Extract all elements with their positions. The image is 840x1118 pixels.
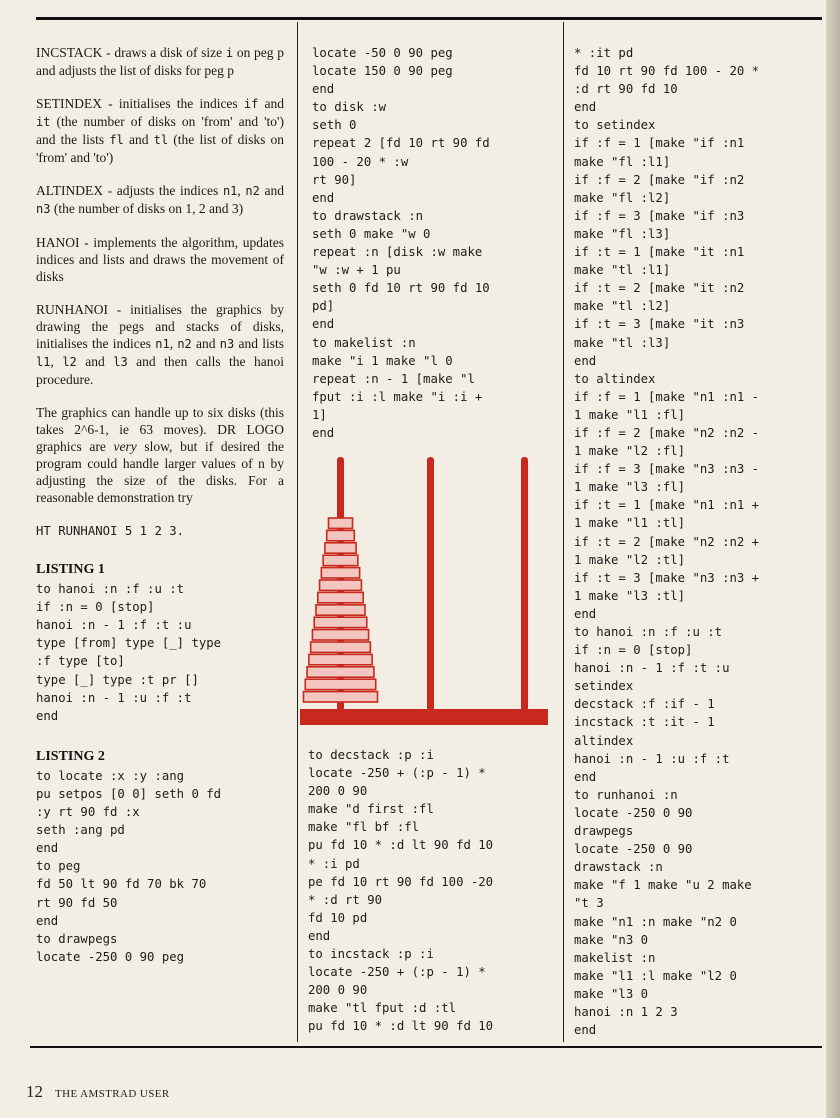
peg-2 bbox=[427, 457, 434, 711]
run-command: HT RUNHANOI 5 1 2 3. bbox=[36, 524, 185, 538]
disk bbox=[314, 617, 367, 627]
top-rule bbox=[36, 17, 822, 20]
right-column bbox=[574, 44, 824, 1039]
disk bbox=[327, 530, 355, 540]
page-edge-shadow bbox=[826, 0, 840, 1118]
listing-2-code: to locate :x :y :ang pu setpos [0 0] seth 0 fd :y rt 90 fd :x seth :ang pd end to peg fd 50 lt 90 fd 70 bk 70 rt 90 fd 50 end to drawpegs locate -250 0 90 peg bbox=[36, 768, 222, 964]
publication-name: THE AMSTRAD USER bbox=[55, 1088, 170, 1100]
hanoi-pegs-and-disks bbox=[300, 457, 548, 727]
disk bbox=[320, 580, 362, 590]
disk bbox=[318, 592, 363, 602]
column-divider-right bbox=[563, 22, 564, 1042]
hanoi-graphic bbox=[300, 457, 548, 727]
disk bbox=[329, 518, 353, 528]
description-paragraph: The graphics can handle up to six disks (this takes 2^6-1, ie 63 moves). DR LOGO graphics are very slow, but if desired the program could handle larger values of n by adjusting the size of the disks. For a reasonable demonstration try bbox=[36, 405, 285, 505]
disk bbox=[304, 692, 378, 702]
middle-column bbox=[312, 44, 552, 442]
description-paragraph: HANOI - implements the algorithm, updates indices and lists and draws the movement of disks bbox=[36, 235, 284, 284]
disk bbox=[311, 642, 371, 652]
middle-code-top: locate -50 0 90 peg locate 150 0 90 peg end to disk :w seth 0 repeat 2 [fd 10 rt 90 fd 100 - 20 * :w rt 90] end to drawstack :n seth 0 make "w 0 repeat :n [disk :w make "w :w + 1 pu seth 0 fd 10 rt 90 fd 10 pd] end to makelist :n make "i 1 make "l 0 repeat :n - 1 [make "l fput :i :l make "i :i + 1] end bbox=[312, 46, 490, 440]
page-footer bbox=[26, 1082, 170, 1102]
disk bbox=[312, 630, 368, 640]
disk bbox=[323, 555, 358, 565]
disk bbox=[321, 568, 359, 578]
middle-column-bottom bbox=[308, 746, 552, 1036]
left-column bbox=[36, 44, 284, 966]
column-divider-left bbox=[297, 22, 298, 1042]
procedure-descriptions bbox=[36, 44, 284, 506]
middle-code-bottom: to decstack :p :i locate -250 + (:p - 1) * 200 0 90 make "d first :fl make "fl bf :fl pu fd 10 * :d lt 90 fd 10 * :i pd pe fd 10 rt 90 fd 100 -20 * :d rt 90 fd 10 pd end to incstack :p :i locate -250 + (:p - 1) * 200 0 90 make "tl fput :d :tl pu fd 10 * :d lt 90 fd 10 bbox=[308, 748, 494, 1034]
listing-1-title: LISTING 1 bbox=[36, 562, 105, 578]
peg-base bbox=[300, 709, 548, 725]
disk bbox=[307, 667, 374, 677]
disk bbox=[309, 654, 372, 664]
description-paragraph: INCSTACK - draws a disk of size i on peg p and adjusts the list of disks for peg p bbox=[36, 45, 284, 78]
bottom-rule bbox=[30, 1046, 822, 1048]
description-paragraph: ALTINDEX - adjusts the indices n1, n2 and n3 (the number of disks on 1, 2 and 3) bbox=[36, 183, 284, 216]
disk bbox=[325, 543, 356, 553]
disk bbox=[305, 679, 375, 689]
right-code: * :it pd fd 10 rt 90 fd 100 - 20 * :d rt 90 fd 10 end to setindex if :f = 1 [make "if :n1 make "fl :l1] if :f = 2 [make "if :n2 make "fl :l2] if :f = 3 [make "if :n3 make "fl :l3] if :t = 1 [make "it :n1 make "tl :l1] if :t = 2 [make "it :n2 make "tl :l2] if :t = 3 [make "it :n3 make "tl :l3] end to altindex if :f = 1 [make "n1 :n1 - 1 make "l1 :fl] if :f = 2 [make "n2 :n2 - 1 make "l2 :fl] if :f = 3 [make "n3 :n3 - 1 make "l3 :fl] if :t = 1 [make "n1 :n1 + 1 make "l1 :tl] if :t = 2 [make "n2 :n2 + 1 make "l2 :tl] if :t = 3 [make "n3 :n3 + 1 make "l3 :tl] end to hanoi :n :f :u :t if :n = 0 [stop] hanoi :n - 1 :f :t :u setindex decstack :f :if - 1 incstack :t :it - 1 altindex hanoi :n - 1 :u :f :t end to runhanoi :n locate -250 0 90 drawpegs locate -250 0 90 drawstack :n make "f 1 make "u 2 make "t 3 make "n1 :n make "n2 0 make "n3 0 makelist :n make "l1 :l make "l2 0 make "l3 0 hanoi :n 1 2 3 end bbox=[574, 46, 760, 1038]
page-number: 12 bbox=[26, 1082, 43, 1101]
listing-1-code: to hanoi :n :f :u :t if :n = 0 [stop] hanoi :n - 1 :f :t :u type [from] type [_] type :f type [to] type [_] type :t pr [] hanoi :n - 1 :u :f :t end bbox=[36, 582, 222, 723]
description-paragraph: SETINDEX - initialises the indices if and it (the number of disks on 'from' and 'to') and the lists fl and tl (the list of disks on 'from' and 'to') bbox=[36, 96, 285, 165]
listing-2-title: LISTING 2 bbox=[36, 748, 105, 764]
description-paragraph: RUNHANOI - initialises the graphics by drawing the pegs and stacks of disks, initialises the indices n1, n2 and n3 and lists l1, l2 and l3 and then calls the hanoi procedure. bbox=[36, 302, 285, 387]
peg-3 bbox=[521, 457, 528, 711]
disk bbox=[316, 605, 365, 615]
